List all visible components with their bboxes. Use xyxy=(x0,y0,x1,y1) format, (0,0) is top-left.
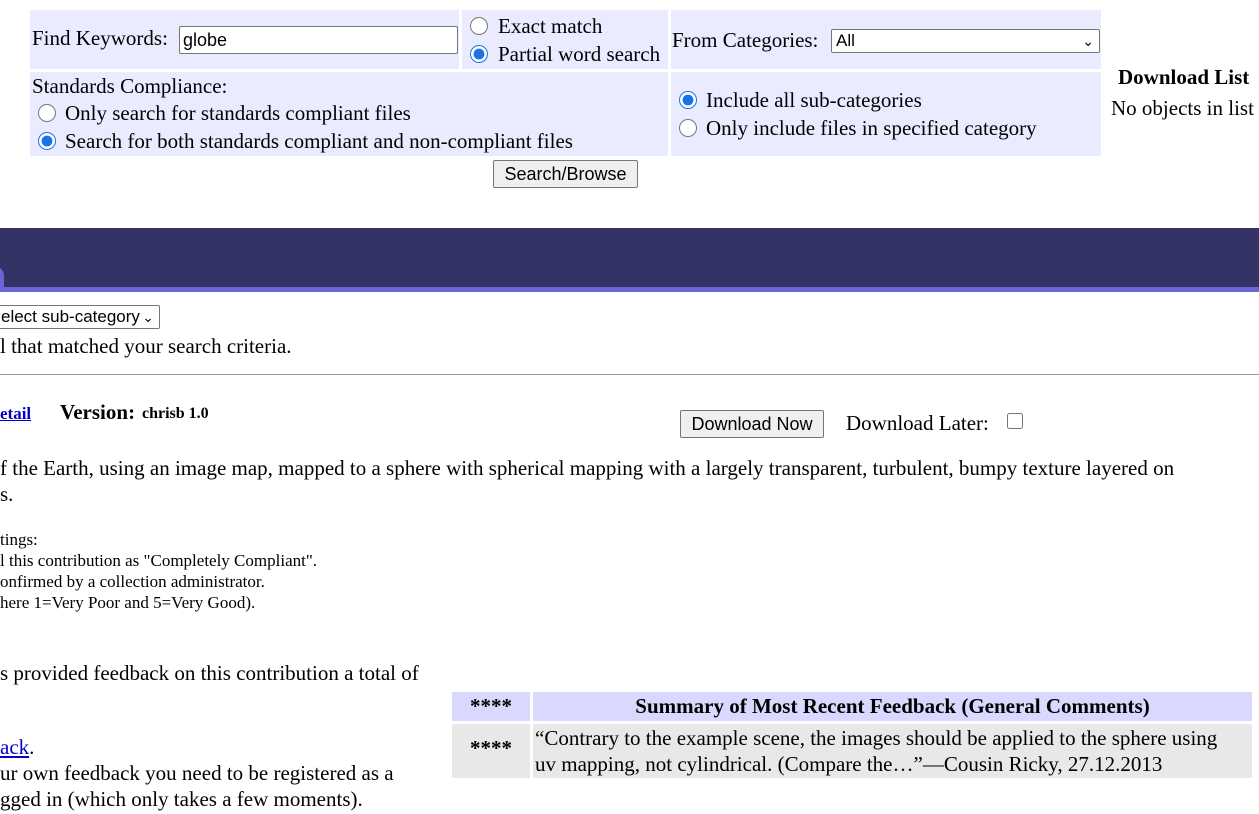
feedback-row-rating-text: **** xyxy=(470,736,512,760)
compliance-label: Standards Compliance: xyxy=(32,74,228,98)
keywords-label: Find Keywords: xyxy=(32,26,168,50)
ratings-line-2: l this contribution as "Completely Compliant". xyxy=(0,551,318,570)
download-list-empty: No objects in list xyxy=(1111,96,1254,120)
partial-word-label: Partial word search xyxy=(498,42,661,66)
feedback-rating-header-text: **** xyxy=(470,694,512,718)
feedback-rating-header xyxy=(452,692,530,721)
feedback-link[interactable]: ack xyxy=(0,735,30,759)
include-all-sub-radio[interactable] xyxy=(679,91,697,109)
detail-link[interactable]: etail xyxy=(0,404,32,423)
chevron-down-icon: ⌄ xyxy=(1082,33,1094,49)
only-specified-radio[interactable] xyxy=(679,119,697,137)
results-divider xyxy=(0,374,1259,375)
feedback-link-line xyxy=(0,735,34,760)
ratings-line-4: here 1=Very Poor and 5=Very Good). xyxy=(0,593,256,612)
categories-select[interactable] xyxy=(831,29,1100,53)
download-list-title: Download List xyxy=(1118,65,1250,89)
compliance-only-label: Only search for standards compliant files xyxy=(65,101,411,125)
ratings-line-1: tings: xyxy=(0,530,38,549)
feedback-summary-header-text: Summary of Most Recent Feedback (General Comments) xyxy=(635,694,1150,718)
version-value: chrisb 1.0 xyxy=(142,405,209,422)
feedback-link-after: . xyxy=(29,735,35,759)
feedback-comment-line-2: uv mapping, not cylindrical. (Compare the…”—Cousin Ricky, 27.12.2013 xyxy=(535,752,1163,776)
banner-stripe xyxy=(0,287,1259,292)
keywords-input[interactable]: globe xyxy=(179,26,458,54)
results-banner xyxy=(0,228,1259,287)
subcategory-select[interactable] xyxy=(0,305,160,329)
partial-word-radio[interactable] xyxy=(470,45,488,63)
description-line-1: f the Earth, using an image map, mapped to a sphere with spherical mapping with a largely transparent, turbulent, bumpy texture layered on xyxy=(0,456,1175,480)
download-later-label: Download Later: xyxy=(846,411,989,435)
search-browse-button[interactable]: Search/Browse xyxy=(493,160,638,188)
compliance-only-radio[interactable] xyxy=(38,104,56,122)
register-line-2: gged in (which only takes a few moments). xyxy=(0,787,363,811)
download-now-button[interactable]: Download Now xyxy=(680,410,824,438)
description-line-2: s. xyxy=(0,482,14,506)
version-label: Version: xyxy=(60,400,136,424)
feedback-row-rating xyxy=(452,724,530,778)
categories-label: From Categories: xyxy=(672,28,819,52)
download-later-checkbox[interactable] xyxy=(1007,413,1023,429)
feedback-comment-line-1: “Contrary to the example scene, the images should be applied to the sphere using xyxy=(535,726,1218,750)
subcategory-mode-cell xyxy=(671,72,1101,156)
matched-text: l that matched your search criteria. xyxy=(0,334,292,358)
exact-match-label: Exact match xyxy=(498,14,603,38)
feedback-row-comment xyxy=(533,724,1252,778)
ratings-line-3: onfirmed by a collection administrator. xyxy=(0,572,265,591)
subcategory-select-value: elect sub-category xyxy=(1,307,140,326)
compliance-both-radio[interactable] xyxy=(38,132,56,150)
compliance-both-label: Search for both standards compliant and non-compliant files xyxy=(65,129,573,153)
feedback-summary-header xyxy=(533,692,1252,721)
include-all-sub-label: Include all sub-categories xyxy=(706,88,922,112)
only-specified-label: Only include files in specified category xyxy=(706,116,1037,140)
categories-selected-value: All xyxy=(836,31,855,50)
chevron-down-icon: ⌄ xyxy=(142,309,154,325)
exact-match-radio[interactable] xyxy=(470,17,488,35)
register-line-1: ur own feedback you need to be registered as a xyxy=(0,761,394,785)
banner-tab-corner xyxy=(0,266,4,288)
feedback-total-text: s provided feedback on this contribution a total of xyxy=(0,661,419,685)
